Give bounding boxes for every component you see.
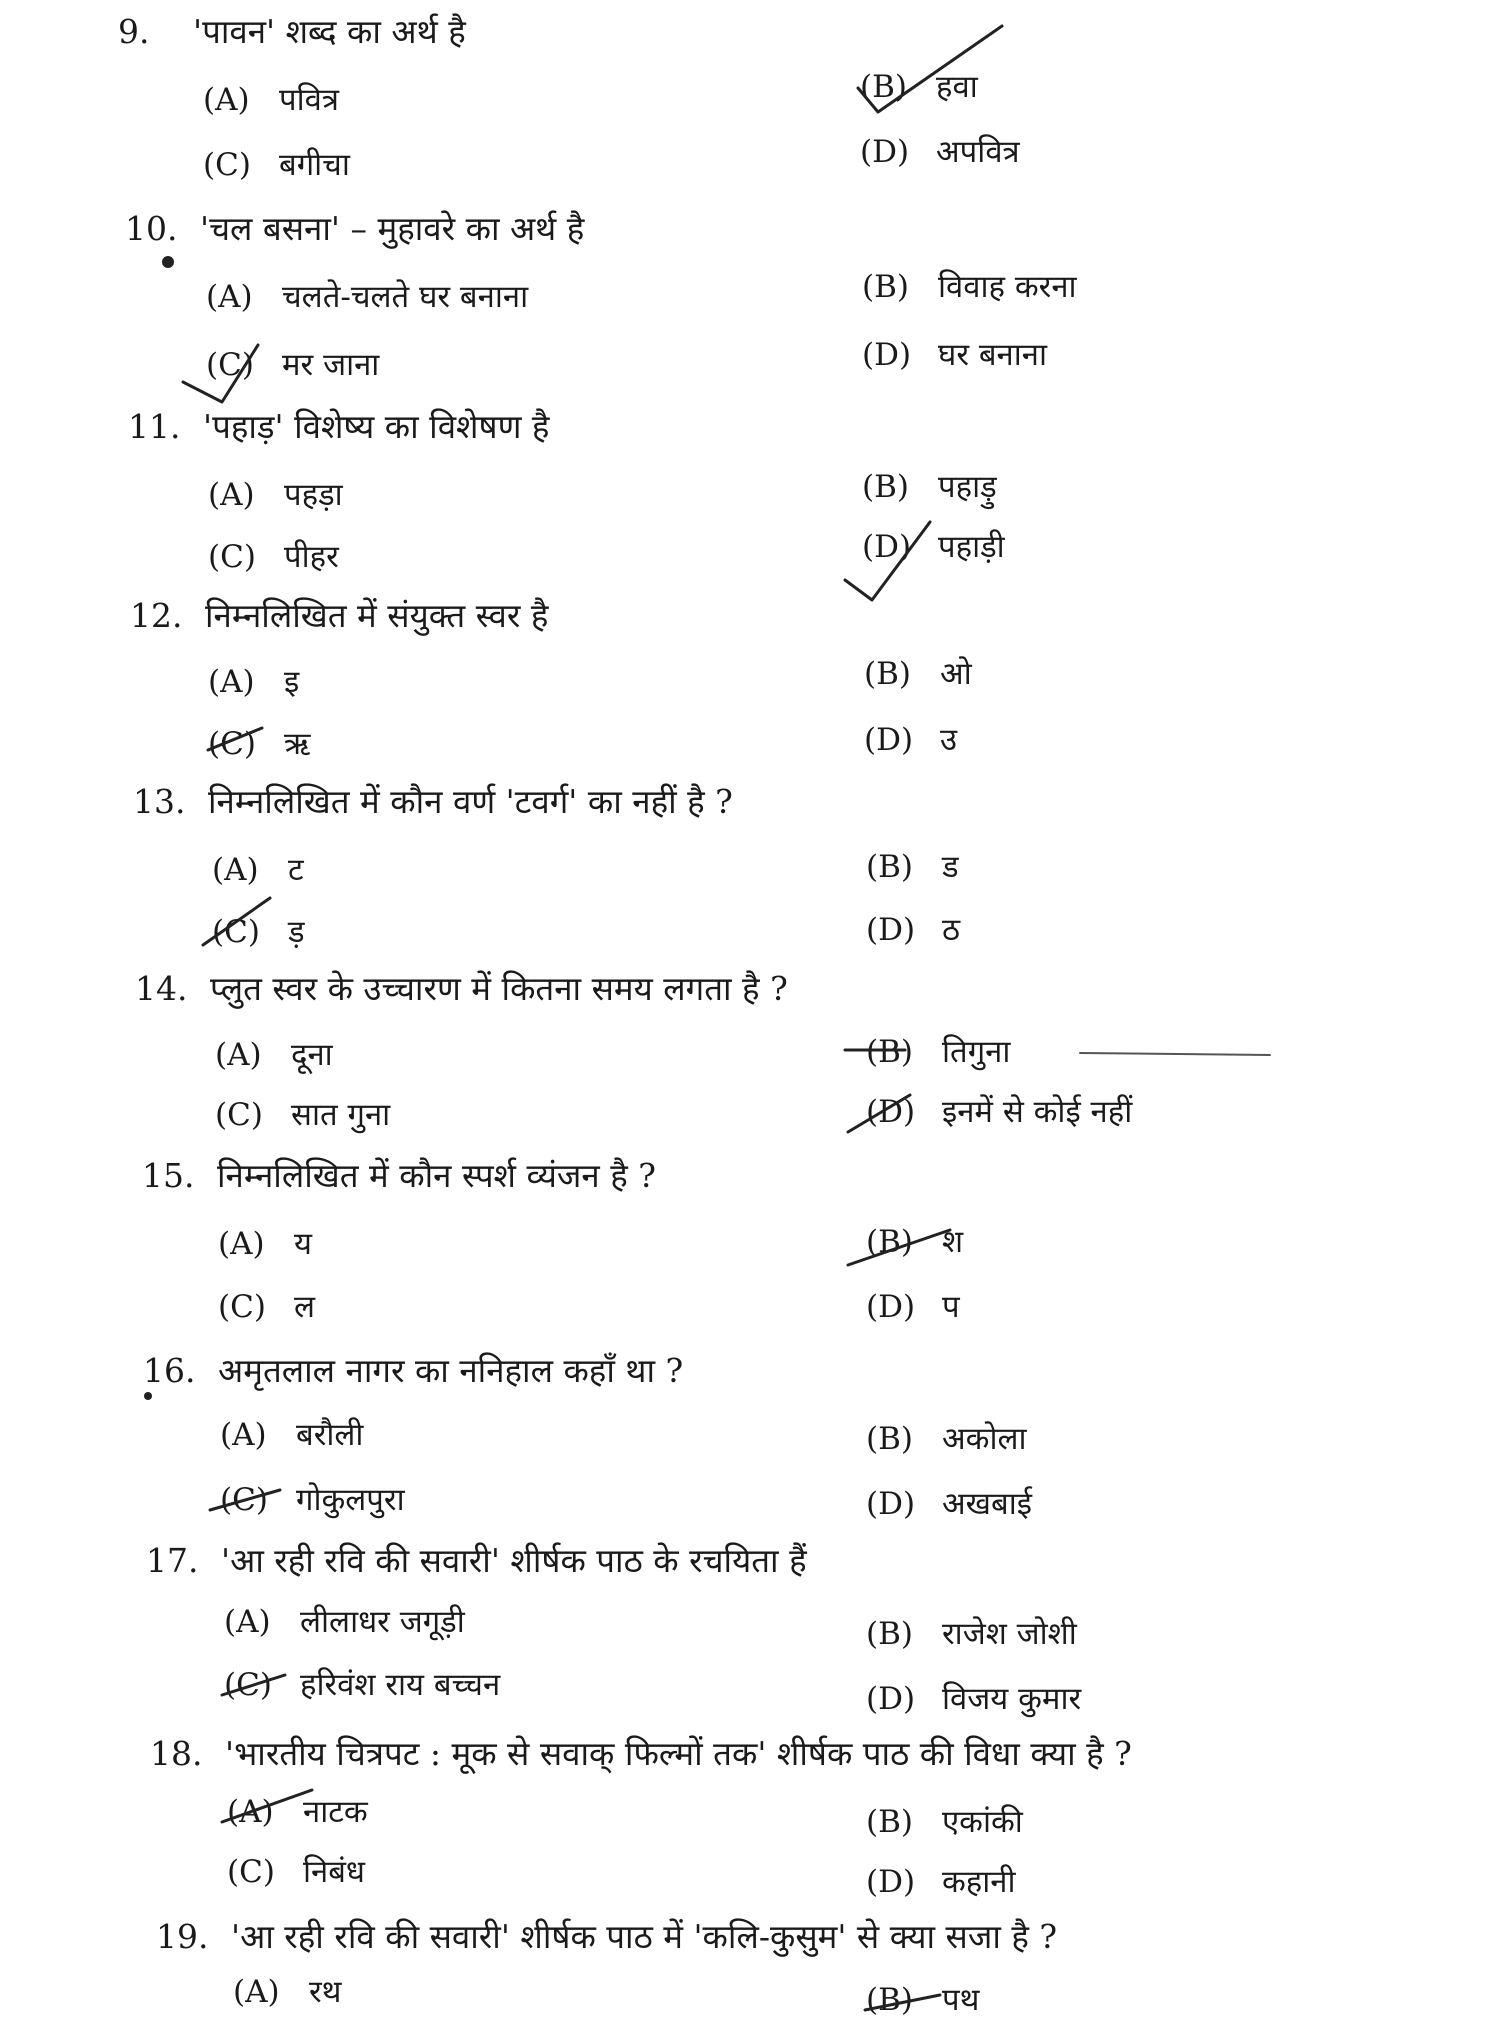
option-17-c bbox=[224, 1663, 500, 1705]
option-15-c bbox=[218, 1285, 315, 1327]
option-text: रथ bbox=[309, 1974, 342, 2010]
question-19 bbox=[156, 1913, 1057, 1958]
option-text: ट bbox=[288, 852, 304, 888]
question-number: 17. bbox=[146, 1541, 199, 1580]
option-12-a bbox=[208, 660, 299, 702]
option-text: अखबाई bbox=[942, 1486, 1032, 1522]
option-text: पथ bbox=[942, 1982, 980, 2018]
question-17 bbox=[146, 1537, 807, 1582]
question-11 bbox=[128, 403, 549, 448]
option-text: राजेश जोशी bbox=[942, 1616, 1077, 1652]
question-number: 15. bbox=[142, 1156, 195, 1195]
option-label: (A) bbox=[224, 1604, 271, 1640]
option-label: (C) bbox=[218, 1289, 266, 1325]
option-12-c bbox=[208, 722, 310, 764]
option-text: ऋ bbox=[284, 726, 311, 762]
option-label: (D) bbox=[866, 1289, 916, 1325]
option-13-d bbox=[866, 908, 960, 950]
option-text: पीहर bbox=[284, 539, 339, 575]
option-text: लीलाधर जगूड़ी bbox=[300, 1604, 465, 1640]
question-text: 'आ रही रवि की सवारी' शीर्षक पाठ के रचयिता हैं bbox=[221, 1541, 807, 1580]
option-label: (D) bbox=[862, 529, 912, 565]
question-text: निम्नलिखित में कौन वर्ण 'टवर्ग' का नहीं है ? bbox=[208, 782, 733, 821]
question-text: निम्नलिखित में संयुक्त स्वर है bbox=[205, 596, 549, 635]
option-14-c bbox=[215, 1093, 390, 1135]
option-text: सात गुना bbox=[291, 1097, 391, 1133]
question-9 bbox=[118, 8, 466, 53]
option-11-a bbox=[208, 473, 343, 515]
option-label: (A) bbox=[206, 279, 253, 315]
option-16-c bbox=[220, 1478, 405, 1520]
question-15 bbox=[142, 1152, 656, 1197]
question-text: 'पावन' शब्द का अर्थ है bbox=[193, 12, 466, 51]
option-18-c bbox=[227, 1850, 365, 1892]
option-label: (B) bbox=[862, 269, 909, 305]
option-label: (D) bbox=[866, 912, 916, 948]
option-label: (D) bbox=[864, 722, 914, 758]
option-text: पहाड़ी bbox=[938, 529, 1005, 565]
option-10-b bbox=[862, 265, 1077, 307]
option-label: (C) bbox=[208, 726, 256, 762]
option-label: (D) bbox=[866, 1486, 916, 1522]
option-13-a bbox=[212, 848, 304, 890]
option-12-b bbox=[864, 652, 972, 694]
question-text: 'पहाड़' विशेष्य का विशेषण है bbox=[203, 407, 550, 446]
option-label: (A) bbox=[227, 1794, 274, 1830]
option-19-a bbox=[233, 1970, 342, 2012]
option-text: उ bbox=[940, 722, 957, 758]
option-11-c bbox=[208, 535, 339, 577]
option-text: ड bbox=[942, 849, 959, 885]
pencil-line-14 bbox=[1080, 1053, 1270, 1055]
option-11-d bbox=[862, 525, 1005, 567]
option-text: अकोला bbox=[942, 1421, 1027, 1457]
option-text: अपवित्र bbox=[936, 134, 1020, 170]
option-text: पहाड़ु bbox=[938, 469, 997, 505]
option-19-b bbox=[866, 1978, 979, 2020]
option-label: (A) bbox=[215, 1037, 262, 1073]
question-number: 10. bbox=[125, 209, 178, 248]
question-number: 12. bbox=[130, 596, 183, 635]
option-9-c bbox=[203, 143, 350, 185]
option-16-b bbox=[866, 1417, 1027, 1459]
option-label: (D) bbox=[866, 1864, 916, 1900]
option-text: हरिवंश राय बच्चन bbox=[300, 1667, 501, 1703]
option-label: (B) bbox=[860, 69, 907, 105]
question-13 bbox=[133, 778, 733, 823]
option-text: पहड़ा bbox=[284, 477, 343, 513]
option-label: (C) bbox=[220, 1482, 268, 1518]
option-15-b bbox=[866, 1220, 963, 1262]
option-9-a bbox=[203, 78, 339, 120]
question-text: 'चल बसना' – मुहावरे का अर्थ है bbox=[200, 209, 585, 248]
option-text: कहानी bbox=[942, 1864, 1016, 1900]
option-18-d bbox=[866, 1860, 1016, 1902]
option-17-b bbox=[866, 1612, 1077, 1654]
question-text: प्लुत स्वर के उच्चारण में कितना समय लगता है ? bbox=[210, 969, 788, 1008]
option-label: (C) bbox=[203, 147, 251, 183]
question-number: 19. bbox=[156, 1917, 209, 1956]
option-label: (A) bbox=[203, 82, 250, 118]
option-text: चलते-चलते घर बनाना bbox=[282, 279, 529, 315]
option-text: दूना bbox=[291, 1037, 333, 1073]
option-label: (A) bbox=[208, 477, 255, 513]
question-10 bbox=[125, 205, 584, 250]
option-text: बरौली bbox=[296, 1417, 364, 1453]
option-text: पवित्र bbox=[279, 82, 339, 118]
option-17-d bbox=[866, 1677, 1081, 1719]
option-text: गोकुलपुरा bbox=[296, 1482, 405, 1518]
option-label: (D) bbox=[860, 134, 910, 170]
option-text: ड़ bbox=[288, 914, 305, 950]
option-label: (C) bbox=[224, 1667, 272, 1703]
option-label: (A) bbox=[212, 852, 259, 888]
option-label: (C) bbox=[208, 539, 256, 575]
option-text: य bbox=[294, 1226, 312, 1262]
option-14-b bbox=[866, 1030, 1010, 1072]
question-18 bbox=[150, 1730, 1132, 1775]
option-18-b bbox=[866, 1800, 1023, 1842]
option-text: इनमें से कोई नहीं bbox=[942, 1094, 1133, 1130]
question-number: 13. bbox=[133, 782, 186, 821]
option-text: घर बनाना bbox=[938, 337, 1048, 373]
option-18-a bbox=[227, 1790, 368, 1832]
question-number: 11. bbox=[128, 407, 181, 446]
option-text: ओ bbox=[940, 656, 972, 692]
option-9-b bbox=[860, 65, 978, 107]
option-label: (B) bbox=[866, 1804, 913, 1840]
option-text: मर जाना bbox=[282, 347, 380, 383]
option-text: तिगुना bbox=[942, 1034, 1011, 1070]
option-text: निबंध bbox=[303, 1854, 365, 1890]
question-text: निम्नलिखित में कौन स्पर्श व्यंजन है ? bbox=[217, 1156, 656, 1195]
option-label: (A) bbox=[220, 1417, 267, 1453]
option-10-d bbox=[862, 333, 1047, 375]
option-10-a bbox=[206, 275, 528, 317]
option-label: (B) bbox=[866, 1982, 913, 2018]
option-text: प bbox=[942, 1289, 960, 1325]
option-text: ठ bbox=[942, 912, 961, 948]
option-label: (C) bbox=[215, 1097, 263, 1133]
option-label: (B) bbox=[866, 1421, 913, 1457]
option-label: (C) bbox=[206, 347, 254, 383]
option-label: (B) bbox=[866, 1224, 913, 1260]
option-text: इ bbox=[284, 664, 300, 700]
option-text: एकांकी bbox=[942, 1804, 1023, 1840]
option-label: (B) bbox=[866, 1034, 913, 1070]
option-9-d bbox=[860, 130, 1020, 172]
ink-dot-16 bbox=[144, 1392, 152, 1400]
option-label: (D) bbox=[866, 1681, 916, 1717]
option-label: (D) bbox=[866, 1094, 916, 1130]
option-text: विवाह करना bbox=[938, 269, 1077, 305]
option-14-d bbox=[866, 1090, 1132, 1132]
option-16-d bbox=[866, 1482, 1032, 1524]
option-label: (B) bbox=[866, 1616, 913, 1652]
option-12-d bbox=[864, 718, 957, 760]
option-label: (A) bbox=[218, 1226, 265, 1262]
question-number: 14. bbox=[135, 969, 188, 1008]
question-number: 9. bbox=[118, 12, 150, 51]
option-14-a bbox=[215, 1033, 333, 1075]
option-17-a bbox=[224, 1600, 465, 1642]
option-label: (A) bbox=[233, 1974, 280, 2010]
question-number: 18. bbox=[150, 1734, 203, 1773]
option-text: हवा bbox=[936, 69, 978, 105]
question-number: 16. bbox=[143, 1351, 196, 1390]
option-15-d bbox=[866, 1285, 960, 1327]
question-text: 'भारतीय चित्रपट : मूक से सवाक् फिल्मों तक' शीर्षक पाठ की विधा क्या है ? bbox=[225, 1734, 1132, 1773]
question-16 bbox=[143, 1347, 683, 1392]
option-label: (A) bbox=[208, 664, 255, 700]
option-text: विजय कुमार bbox=[942, 1681, 1082, 1717]
option-13-c bbox=[212, 910, 305, 952]
option-16-a bbox=[220, 1413, 363, 1455]
option-13-b bbox=[866, 845, 959, 887]
option-label: (B) bbox=[866, 849, 913, 885]
option-label: (B) bbox=[864, 656, 911, 692]
question-12 bbox=[130, 592, 548, 637]
option-text: नाटक bbox=[303, 1794, 368, 1830]
option-text: बगीचा bbox=[279, 147, 350, 183]
option-10-c bbox=[206, 343, 379, 385]
question-text: अमृतलाल नागर का ननिहाल कहाँ था ? bbox=[218, 1351, 684, 1390]
option-15-a bbox=[218, 1222, 312, 1264]
option-label: (C) bbox=[212, 914, 260, 950]
ink-dot-10 bbox=[162, 256, 174, 268]
option-label: (D) bbox=[862, 337, 912, 373]
option-text: ल bbox=[294, 1289, 316, 1325]
option-label: (B) bbox=[862, 469, 909, 505]
option-text: श bbox=[942, 1224, 964, 1260]
question-14 bbox=[135, 965, 788, 1010]
question-text: 'आ रही रवि की सवारी' शीर्षक पाठ में 'कलि-कुसुम' से क्या सजा है ? bbox=[231, 1917, 1058, 1956]
option-11-b bbox=[862, 465, 997, 507]
option-label: (C) bbox=[227, 1854, 275, 1890]
